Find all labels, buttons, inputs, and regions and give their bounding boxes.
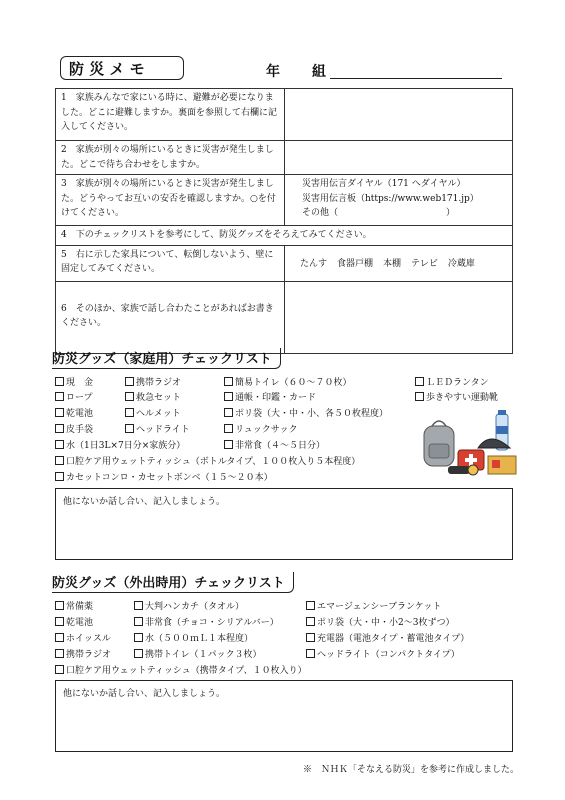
instruction-4: 4 下のチェックリストを参考にして、防災グッズをそろえてみてください。 (56, 226, 513, 246)
check-item[interactable]: 歩きやすい運動靴 (415, 392, 498, 404)
question-3: 3 家族が別々の場所にいるときに災害が発生しました。どうやってお互いの安否を確認しますか。○を付けてください。 (56, 175, 285, 226)
furniture-item: 冷蔵庫 (447, 258, 475, 269)
checkbox[interactable] (55, 601, 64, 610)
check-item[interactable]: ヘッドライト（コンパクトタイプ） (306, 649, 460, 661)
checkbox[interactable] (306, 601, 315, 610)
question-5: 5 右に示した家具について、転倒しないよう、壁に固定してみてください。 (56, 245, 285, 281)
check-item[interactable]: 乾電池 (55, 408, 93, 420)
answer-3[interactable] (285, 175, 513, 226)
memo-table (55, 88, 513, 354)
option-other[interactable]: その他（ ） (302, 208, 456, 218)
furniture-item: テレビ (411, 258, 438, 269)
question-1: 1 家族みんなで家にいる時に、避難が必要になりました。どこに避難しますか。裏面を参照して右欄に記入してください。 (56, 89, 285, 141)
outing-notes-box[interactable] (55, 680, 513, 752)
check-item[interactable]: 皮手袋 (55, 424, 93, 436)
checkbox[interactable] (55, 424, 64, 433)
year-label: 年 (266, 64, 280, 80)
check-item[interactable]: ヘッドライト (125, 424, 190, 436)
check-item[interactable]: 携帯ラジオ (125, 377, 181, 389)
class-label: 組 (312, 64, 326, 80)
checkbox[interactable] (125, 392, 134, 401)
check-item[interactable]: ロープ (55, 392, 93, 404)
name-entry-line[interactable] (330, 78, 502, 79)
question-2: 2 家族が別々の場所にいるときに災害が発生しました。どこで待ち合わせをしますか。 (56, 141, 285, 175)
option-dial[interactable]: 災害用伝言ダイヤル（171 へダイヤル） (302, 179, 466, 189)
checkbox[interactable] (55, 456, 64, 465)
checkbox[interactable] (55, 472, 64, 481)
checkbox[interactable] (55, 649, 64, 658)
check-item[interactable]: 携帯トイレ（１パック３枚） (134, 649, 262, 661)
checkbox[interactable] (224, 408, 233, 417)
outing-notes-label: 他にないか話し合い、記入しましょう。 (63, 689, 226, 699)
check-item[interactable]: 口腔ケア用ウェットティッシュ（携帯タイプ、１０枚入り） (55, 665, 307, 677)
check-item[interactable]: 乾電池 (55, 617, 93, 629)
furniture-item: たんす (300, 258, 328, 269)
home-notes-label: 他にないか話し合い、記入しましょう。 (63, 497, 226, 507)
answer-6[interactable] (285, 281, 513, 353)
furniture-item: 本棚 (383, 258, 402, 269)
checkbox[interactable] (55, 440, 64, 449)
checkbox[interactable] (55, 617, 64, 626)
checkbox[interactable] (306, 649, 315, 658)
check-item[interactable]: 現 金 (55, 377, 93, 389)
checkbox[interactable] (125, 377, 134, 386)
check-item[interactable]: カセットコンロ・カセットボンベ（１５～２０本） (55, 472, 273, 484)
check-item[interactable]: 救急セット (125, 392, 181, 404)
check-item[interactable]: ポリ袋（大・中・小2～3枚ずつ） (306, 617, 454, 629)
check-item[interactable]: 非常食（４～５日分） (224, 440, 325, 452)
flashlight-icon (448, 466, 470, 474)
home-checklist-heading: 防災グッズ（家庭用）チェックリスト (52, 348, 281, 369)
check-item[interactable]: 常備薬 (55, 601, 93, 613)
check-item[interactable]: 水（1日3L×7日分×家族分） (55, 440, 185, 452)
checkbox[interactable] (125, 424, 134, 433)
option-board[interactable]: 災害用伝言板（https://www.web171.jp） (302, 193, 479, 204)
check-item[interactable]: 水（５００ｍＬ１本程度） (134, 633, 253, 645)
checkbox[interactable] (134, 633, 143, 642)
memo-title: 防 災 メ モ (60, 56, 184, 80)
check-item[interactable]: ヘルメット (125, 408, 181, 420)
checkbox[interactable] (306, 617, 315, 626)
check-item[interactable]: 通帳・印鑑・カード (224, 392, 316, 404)
checkbox[interactable] (224, 440, 233, 449)
check-item[interactable]: ポリ袋（大・中・小、各５０枚程度） (224, 408, 388, 420)
checkbox[interactable] (415, 392, 424, 401)
checkbox[interactable] (224, 392, 233, 401)
check-item[interactable]: リュックサック (224, 424, 298, 436)
check-item[interactable]: 大判ハンカチ（タオル） (134, 601, 244, 613)
checkbox[interactable] (306, 633, 315, 642)
check-item[interactable]: エマージェンシーブランケット (306, 601, 441, 613)
check-item[interactable]: 口腔ケア用ウェットティッシュ（ボトルタイプ、１００枚入り５本程度） (55, 456, 360, 468)
check-item[interactable]: 非常食（チョコ・シリアルバー） (134, 617, 279, 629)
checkbox[interactable] (224, 424, 233, 433)
question-6: 6 そのほか、家族で話し合わたことがあればお書きください。 (56, 281, 285, 353)
emergency-goods-illustration (418, 408, 522, 480)
home-notes-box[interactable] (55, 488, 513, 560)
outing-checklist-heading: 防災グッズ（外出時用）チェックリスト (52, 572, 294, 593)
check-item[interactable]: 充電器（電池タイプ・蓄電池タイプ） (306, 633, 469, 645)
answer-1[interactable] (285, 89, 513, 141)
checkbox[interactable] (415, 377, 424, 386)
checkbox[interactable] (55, 377, 64, 386)
checkbox[interactable] (134, 601, 143, 610)
check-item[interactable]: 携帯ラジオ (55, 649, 111, 661)
checkbox[interactable] (55, 665, 64, 674)
furniture-list (285, 245, 513, 281)
checkbox[interactable] (125, 408, 134, 417)
source-footnote: ※ ＮＨＫ「そなえる防災」を参考に作成しました。 (302, 765, 519, 775)
answer-2[interactable] (285, 141, 513, 175)
furniture-item: 食器戸棚 (337, 258, 374, 269)
checkbox[interactable] (134, 649, 143, 658)
checkbox[interactable] (134, 617, 143, 626)
check-item[interactable]: 簡易トイレ（６０～７０枚） (224, 377, 352, 389)
check-item[interactable]: ＬＥＤランタン (415, 377, 489, 389)
check-item[interactable]: ホイッスル (55, 633, 111, 645)
checkbox[interactable] (55, 392, 64, 401)
checkbox[interactable] (55, 408, 64, 417)
checkbox[interactable] (224, 377, 233, 386)
checkbox[interactable] (55, 633, 64, 642)
